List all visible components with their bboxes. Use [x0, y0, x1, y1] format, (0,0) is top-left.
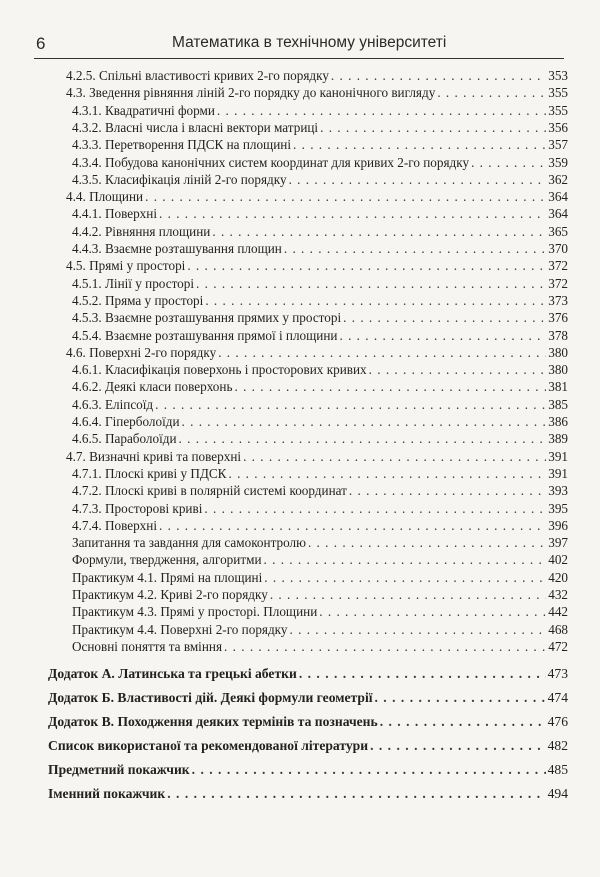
toc-entry-page: 378 — [548, 327, 568, 343]
toc-entry-label: Практикум 4.1. Прямі на площині — [72, 569, 263, 585]
toc-entry-label: 4.6. Поверхні 2-го порядку — [66, 344, 217, 360]
toc-entry — [72, 429, 568, 448]
toc-entry — [72, 481, 568, 500]
toc-entry-page: 372 — [548, 258, 568, 274]
toc-entry-label: 4.3.5. Класифікація ліній 2-го порядку — [72, 171, 287, 187]
dot-leader — [224, 637, 546, 656]
toc-entry-page: 372 — [548, 275, 568, 291]
toc-entry — [72, 239, 568, 258]
toc-entry-page: 381 — [548, 379, 568, 395]
toc-entry-label: Іменний покажчик — [48, 786, 166, 801]
toc-entry-label: 4.5.3. Взаємне розташування прямих у просторі — [72, 310, 342, 326]
toc-entry-label: 4.6.1. Класифікація поверхонь і просторових кривих — [72, 362, 367, 378]
toc-entry-page: 370 — [548, 241, 568, 256]
toc-entry-label: Додаток А. Латинська та грецькі абетки — [48, 666, 297, 681]
toc-entry-label: 4.3.4. Побудова канонічних систем координат для кривих 2-го порядку — [72, 154, 470, 170]
toc-entry-page: 386 — [548, 414, 568, 429]
toc-entry — [72, 602, 568, 621]
dot-leader — [204, 499, 546, 518]
dot-leader — [192, 760, 546, 779]
toc-entry-label: 4.7.4. Поверхні — [72, 517, 157, 533]
toc-entry — [72, 395, 568, 414]
toc-entry-label: 4.6.3. Еліпсоїд — [72, 396, 154, 412]
toc-appendix-entry — [48, 664, 568, 683]
toc-entry — [72, 637, 568, 656]
dot-leader — [212, 222, 546, 241]
dot-leader — [179, 429, 547, 448]
toc-entry-label: 4.7. Визначні криві та поверхні — [66, 448, 242, 464]
toc-entry — [72, 326, 568, 345]
toc-entry-label: 4.6.5. Параболоїди — [72, 431, 177, 447]
toc-entry-label: Практикум 4.3. Прямі у просторі. Площини — [72, 604, 318, 620]
toc-entry — [72, 153, 568, 172]
toc-entry-page: 356 — [548, 119, 568, 135]
dot-leader — [308, 533, 546, 552]
toc-entry — [72, 222, 568, 241]
dot-leader — [375, 688, 546, 707]
toc-entry-label: 4.3.2. Власні числа і власні вектори матриці — [72, 119, 319, 135]
toc-entry-page: 391 — [548, 465, 568, 481]
dot-leader — [187, 256, 546, 275]
page-header — [34, 30, 564, 59]
toc-entry-label: 4.5.4. Взаємне розташування прямої і площини — [72, 327, 338, 343]
dot-leader — [437, 83, 546, 102]
toc-appendix-entry — [48, 760, 568, 779]
dot-leader — [370, 736, 546, 755]
toc-entry-page: 396 — [548, 517, 568, 533]
toc-appendix-entry — [48, 784, 568, 803]
dot-leader — [331, 66, 546, 85]
toc-entry-label: 4.2.5. Спільні властивості кривих 2-го порядку — [66, 68, 329, 83]
dot-leader — [243, 447, 546, 466]
toc-entry-label: Практикум 4.2. Криві 2-го порядку — [72, 587, 268, 602]
toc-entry-label: 4.4.1. Поверхні — [72, 206, 157, 222]
toc-entry — [72, 135, 568, 154]
dot-leader — [369, 360, 547, 379]
toc-appendix-entry — [48, 688, 568, 707]
dot-leader — [217, 101, 546, 120]
toc-entry-page: 473 — [547, 666, 568, 681]
toc-entry-page: 494 — [547, 786, 568, 801]
toc-entry-label: Список використаної та рекомендованої літератури — [48, 738, 369, 753]
dot-leader — [228, 464, 546, 483]
toc-entry — [72, 360, 568, 379]
dot-leader — [218, 343, 546, 362]
toc-entry-page: 385 — [548, 396, 568, 412]
toc-entry — [72, 516, 568, 535]
toc-entry-page: 472 — [548, 638, 568, 654]
toc-entry — [66, 66, 568, 85]
toc-entry-page: 353 — [548, 68, 568, 83]
dot-leader — [182, 412, 547, 431]
toc-entry-page: 389 — [548, 431, 568, 447]
toc-entry — [72, 291, 568, 310]
toc-entry-page: 432 — [548, 587, 568, 602]
dot-leader — [145, 187, 546, 206]
toc-appendix-entry — [48, 736, 568, 755]
toc-entry-label: Формули, твердження, алгоритми — [72, 552, 262, 568]
toc-entry-label: 4.3.3. Перетворення ПДСК на площині — [72, 137, 291, 153]
running-title: Математика в технічному університеті — [172, 34, 447, 51]
toc-entry-page: 476 — [547, 714, 568, 729]
dot-leader — [471, 153, 546, 172]
toc-entry-label: 4.7.1. Плоскі криві у ПДСК — [72, 465, 227, 481]
toc-entry-page: 380 — [548, 362, 568, 378]
toc-entry — [72, 620, 568, 639]
toc-entry-page: 402 — [548, 552, 568, 568]
toc-entry — [66, 343, 568, 362]
toc-entry-page: 397 — [548, 535, 568, 551]
toc-entry-page: 373 — [548, 292, 568, 308]
toc-entry-page: 395 — [548, 500, 568, 516]
dot-leader — [234, 377, 546, 396]
page-number: 6 — [36, 34, 46, 53]
toc-entry — [72, 101, 568, 120]
toc-entry-label: Основні поняття та вміння — [72, 638, 223, 654]
dot-leader — [343, 308, 546, 327]
toc-entry — [72, 118, 568, 137]
toc-entry — [72, 499, 568, 518]
toc-appendix-entry — [48, 712, 568, 731]
dot-leader — [270, 585, 546, 604]
dot-leader — [320, 118, 546, 137]
toc-entry — [66, 256, 568, 275]
toc-entry-label: 4.3. Зведення рівняння ліній 2-го порядку до канонічного вигляду — [66, 85, 436, 101]
toc-entry — [72, 308, 568, 327]
dot-leader — [167, 784, 545, 803]
dot-leader — [319, 602, 546, 621]
dot-leader — [264, 568, 546, 587]
toc-entry-page: 362 — [548, 171, 568, 187]
toc-entry-page: 357 — [548, 137, 568, 153]
toc-entry — [72, 204, 568, 223]
toc-entry-label: 4.6.4. Гіперболоїди — [72, 414, 180, 429]
dot-leader — [155, 395, 546, 414]
toc-entry-page: 376 — [548, 310, 568, 326]
toc-entry-label: 4.4.3. Взаємне розташування площин — [72, 241, 282, 256]
toc-entry-label: 4.4.2. Рівняння площини — [72, 223, 211, 239]
toc-entry — [72, 412, 568, 431]
toc-entry-page: 391 — [548, 448, 568, 464]
toc-entry — [66, 447, 568, 466]
toc-entry — [72, 550, 568, 569]
toc-entry-page: 474 — [547, 690, 568, 705]
dot-leader — [293, 135, 546, 154]
dot-leader — [205, 291, 546, 310]
toc-entry-page: 364 — [548, 206, 568, 222]
toc-entry-label: 4.5. Прямі у просторі — [66, 258, 186, 274]
toc-entry-label: Предметний покажчик — [48, 762, 190, 777]
toc-entry-label: Додаток В. Походження деяких термінів та позначень — [48, 714, 378, 729]
dot-leader — [380, 712, 546, 731]
toc-entry — [72, 377, 568, 396]
toc-entry-page: 393 — [548, 483, 568, 499]
toc-entry-page: 482 — [547, 738, 568, 753]
dot-leader — [339, 326, 546, 345]
toc-entry-page: 355 — [548, 85, 568, 101]
toc-entry-page: 442 — [548, 604, 568, 620]
toc-entry-page: 355 — [548, 102, 568, 118]
toc-entry-page: 359 — [548, 154, 568, 170]
toc-entry-page: 380 — [548, 344, 568, 360]
dot-leader — [289, 170, 547, 189]
dot-leader — [299, 664, 546, 683]
toc-entry-label: 4.7.3. Просторові криві — [72, 500, 203, 516]
toc-entry-label: Запитання та завдання для самоконтролю — [72, 535, 306, 551]
toc-entry-page: 420 — [548, 569, 568, 585]
toc-entry — [72, 533, 568, 552]
toc-entry — [72, 585, 568, 604]
toc-entry — [72, 464, 568, 483]
toc-entry — [66, 187, 568, 206]
toc-entry-page: 364 — [548, 189, 568, 205]
toc-entry-page: 485 — [547, 762, 568, 777]
toc-entry — [72, 274, 568, 293]
toc-entry-label: 4.4. Площини — [66, 189, 144, 205]
toc-entry-label: 4.3.1. Квадратичні форми — [72, 102, 215, 118]
toc-entry-label: 4.7.2. Плоскі криві в полярній системі координат — [72, 483, 347, 499]
toc-entry-label: Додаток Б. Властивості дій. Деякі формули геометрії — [48, 690, 373, 705]
toc-entry-page: 365 — [548, 223, 568, 239]
toc-entry — [72, 170, 568, 189]
toc-entry — [72, 568, 568, 587]
dot-leader — [290, 620, 547, 639]
dot-leader — [159, 516, 546, 535]
toc-entry-label: 4.5.2. Пряма у просторі — [72, 292, 204, 308]
dot-leader — [349, 481, 546, 500]
toc-entry-label: 4.5.1. Лінії у просторі — [72, 275, 195, 291]
dot-leader — [196, 274, 546, 293]
toc-entry-label: Практикум 4.4. Поверхні 2-го порядку — [72, 621, 288, 637]
dot-leader — [284, 239, 546, 258]
toc-entry-label: 4.6.2. Деякі класи поверхонь — [72, 379, 233, 395]
toc-entry — [66, 83, 568, 102]
toc-entry-page: 468 — [548, 621, 568, 637]
dot-leader — [159, 204, 546, 223]
dot-leader — [264, 550, 547, 569]
